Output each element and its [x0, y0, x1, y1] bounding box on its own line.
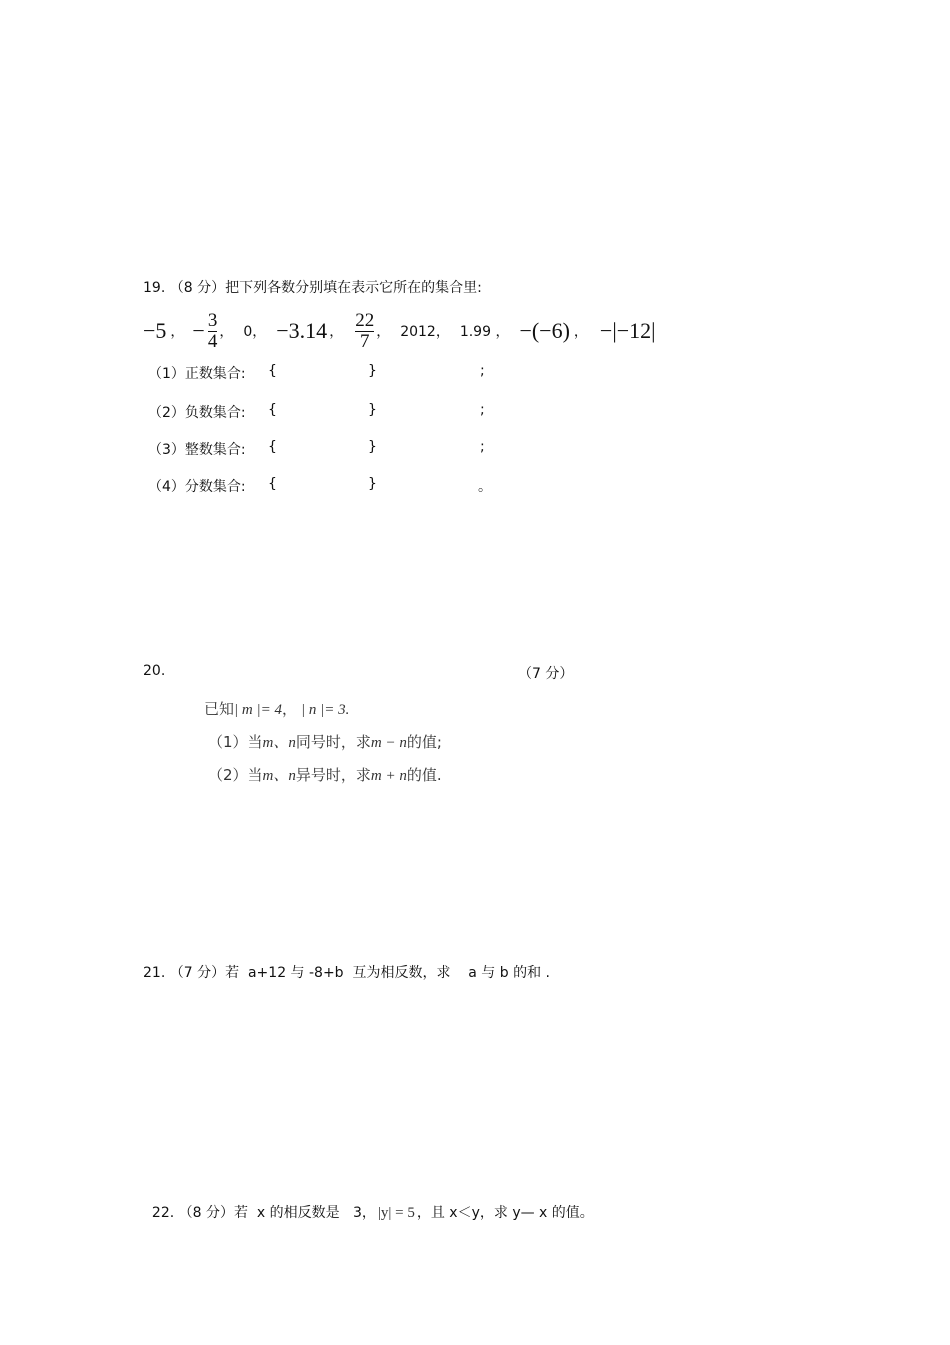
set-close-brace: }: [368, 439, 377, 455]
set-close-brace: }: [368, 402, 377, 418]
number-neg-neg6: −(−6): [519, 318, 570, 343]
set-label-fraction: （4）分数集合:: [148, 479, 246, 495]
set-open-brace: {: [268, 439, 277, 455]
q20-part-2: [208, 764, 442, 785]
q19-number-list: [143, 306, 656, 356]
part2-mid: 异号时，求: [295, 766, 371, 784]
set-close-brace: }: [368, 476, 377, 492]
given-separator: ，: [281, 700, 297, 718]
given-abs-n: | n |= 3: [300, 702, 346, 718]
separator: ，: [376, 324, 391, 340]
fraction-neg-3-4: [208, 311, 218, 352]
set-label-integer: （3）整数集合:: [148, 442, 246, 458]
part1-expression: m − n: [370, 735, 407, 751]
q20-given: [204, 698, 349, 719]
part2-expression: m + n: [370, 768, 407, 784]
q22-text: [143, 1186, 594, 1222]
part2-end: 的值.: [406, 766, 442, 784]
set-label-positive: （1）正数集合:: [148, 366, 246, 382]
number-1-99: 1.99 ，: [459, 324, 510, 340]
fraction-sign: −: [192, 318, 205, 343]
part1-prefix: （1）当: [208, 733, 263, 751]
q20-part-1: [208, 731, 442, 752]
separator: ，: [170, 324, 185, 340]
q22-abs-y: |y| = 5: [377, 1205, 415, 1221]
fraction-22-7: [355, 311, 374, 352]
fraction-denominator: 7: [359, 330, 370, 352]
given-abs-m: | m |= 4: [234, 702, 282, 718]
number-neg5: −5: [143, 318, 167, 343]
set-label-negative: （2）负数集合:: [148, 405, 246, 421]
set-end-mark: 。: [478, 479, 492, 495]
fraction-numerator: 3: [207, 309, 218, 331]
number-zero: 0，: [243, 324, 267, 340]
q19-header: 19. （8 分）把下列各数分别填在表示它所在的集合里:: [143, 280, 482, 296]
set-open-brace: {: [268, 363, 277, 379]
separator: ，: [329, 324, 344, 340]
given-end: .: [345, 702, 350, 718]
part1-end: 的值;: [406, 733, 442, 751]
set-open-brace: {: [268, 402, 277, 418]
separator: ，: [573, 324, 588, 340]
set-end-mark: ;: [480, 402, 485, 418]
set-open-brace: {: [268, 476, 277, 492]
q21-text: 21. （7 分）若 a+12 与 -8+b 互为相反数，求 a 与 b 的和 .: [143, 965, 550, 981]
q22-suffix: ，且 x＜y，求 y— x 的值。: [416, 1205, 594, 1221]
fraction-denominator: 4: [207, 330, 218, 352]
part1-mid: 同号时，求: [295, 733, 371, 751]
number-neg3-14: −3.14: [276, 318, 328, 343]
part2-vars: m、n: [262, 768, 296, 784]
number-neg-abs-neg12: −|−12|: [599, 318, 656, 343]
set-end-mark: ;: [480, 363, 485, 379]
part2-prefix: （2）当: [208, 766, 263, 784]
fraction-numerator: 22: [355, 309, 375, 331]
part1-vars: m、n: [262, 735, 296, 751]
set-end-mark: ;: [480, 439, 485, 455]
number-2012: 2012，: [400, 324, 450, 340]
separator: ，: [219, 324, 234, 340]
q22-prefix: 22. （8 分）若 x 的相反数是 3，: [151, 1205, 376, 1221]
set-close-brace: }: [368, 363, 377, 379]
q20-number: 20.: [143, 663, 166, 679]
q20-points: （7 分）: [518, 666, 574, 682]
given-prefix: 已知: [204, 700, 235, 718]
